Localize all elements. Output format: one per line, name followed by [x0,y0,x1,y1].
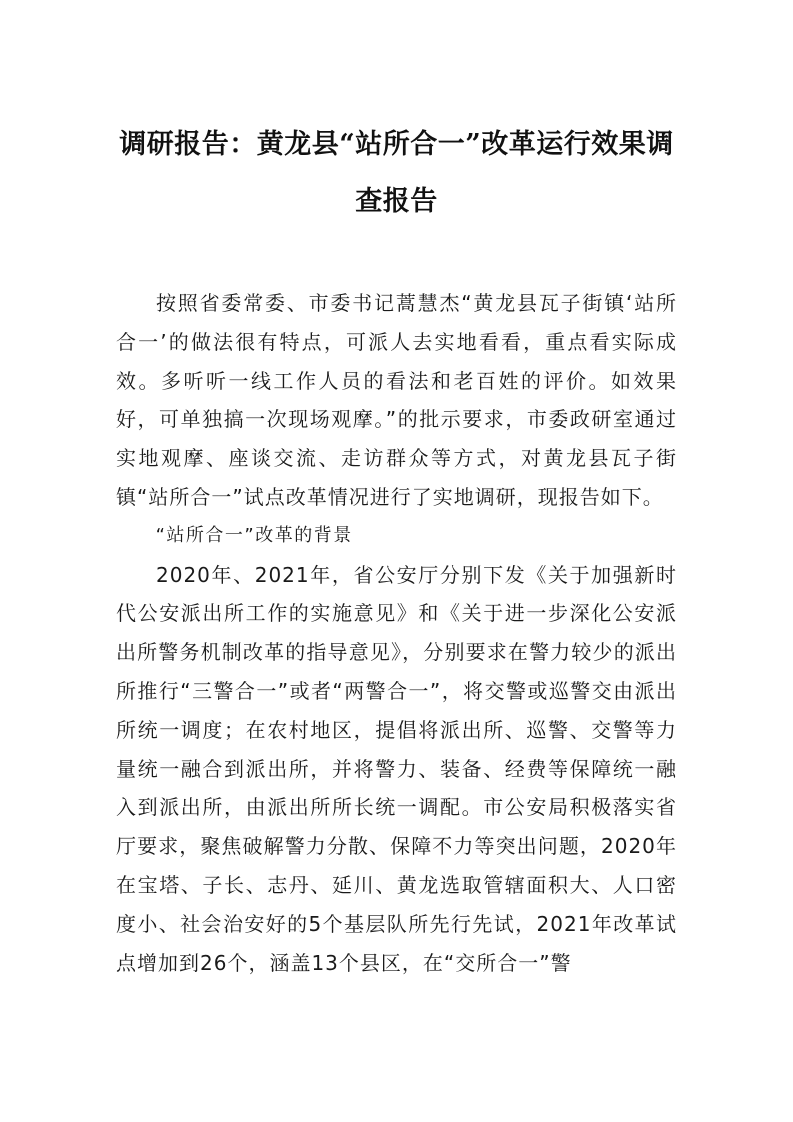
document-body [116,284,677,982]
intro-paragraph: 按照省委常委、市委书记蒿慧杰“黄龙县瓦子街镇‘站所合一’的做法很有特点，可派人去实地看看，重点看实际成效。多听听一线工作人员的看法和老百姓的评价。如效果好，可单独搞一次现场观摩。”的批示要求，市委政研室通过实地观摩、座谈交流、走访群众等方式，对黄龙县瓦子街镇“站所合一”试点改革情况进行了实地调研，现报告如下。 [116,291,677,509]
section-heading: “站所合一”改革的背景 [155,524,353,546]
document-title: 调研报告：黄龙县“站所合一”改革运行效果调查报告 [119,129,674,217]
section-paragraph: 2020年、2021年，省公安厅分别下发《关于加强新时代公安派出所工作的实施意见》和《关于进一步深化公安派出所警务机制改革的指导意见》，分别要求在警力较少的派出所推行“三警合一”或者“两警合一”，将交警或巡警交由派出所统一调度；在农村地区，提倡将派出所、巡警、交警等力量统一融合到派出所，并将警力、装备、经费等保障统一融入到派出所，由派出所所长统一调配。市公安局积极落实省厅要求，聚焦破解警力分散、保障不力等突出问题，2020年在宝塔、子长、志丹、延川、黄龙选取管辖面积大、人口密度小、社会治安好的5个基层队所先行先试，2021年改革试点增加到26个，涵盖13个县区，在“交所合一”警 [116,562,677,975]
